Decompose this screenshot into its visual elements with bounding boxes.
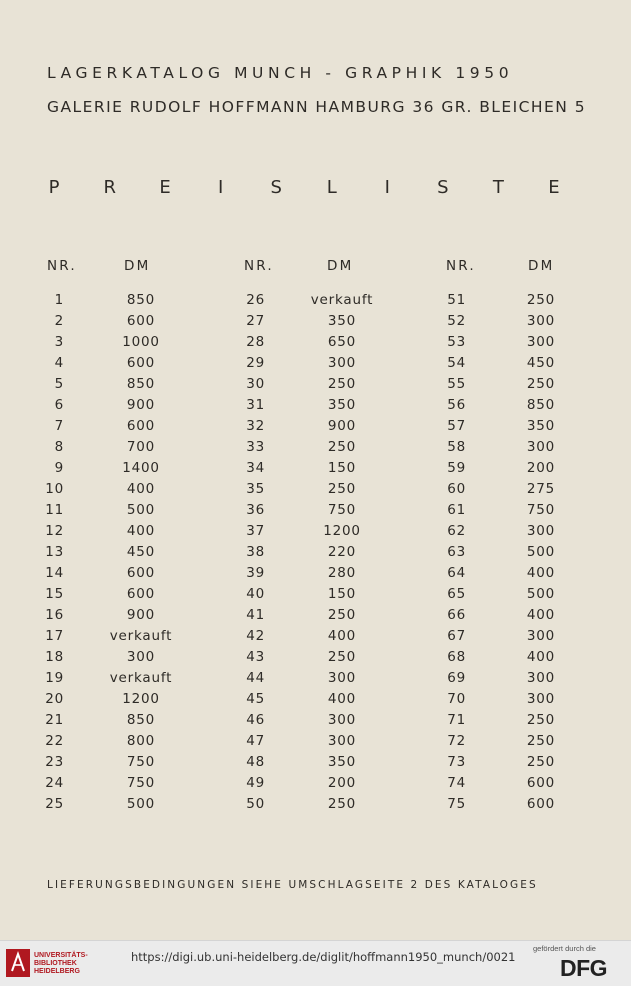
item-price: 250	[526, 754, 556, 770]
heading-letter: S	[270, 177, 282, 198]
item-number: 60	[447, 481, 466, 497]
item-number: 22	[45, 733, 64, 749]
heading-letter: S	[437, 177, 449, 198]
item-number: 52	[447, 313, 466, 329]
item-price: 850	[126, 712, 156, 728]
item-number: 40	[246, 586, 265, 602]
item-number: 43	[246, 649, 265, 665]
heading-letter: R	[103, 177, 117, 198]
item-price: 900	[327, 418, 357, 434]
item-number: 57	[447, 418, 466, 434]
item-price: 750	[526, 502, 556, 518]
item-price: 600	[126, 418, 156, 434]
item-number: 36	[246, 502, 265, 518]
item-price: 900	[126, 397, 156, 413]
heading-letter: I	[384, 177, 390, 198]
item-price: 200	[327, 775, 357, 791]
item-number: 64	[447, 565, 466, 581]
item-price: 400	[526, 565, 556, 581]
item-price: 300	[526, 313, 556, 329]
item-number: 29	[246, 355, 265, 371]
item-price: 400	[327, 691, 357, 707]
catalog-title: LAGERKATALOG MUNCH - GRAPHIK 1950	[47, 64, 514, 82]
item-price: 650	[327, 334, 357, 350]
item-number: 18	[45, 649, 64, 665]
item-number: 38	[246, 544, 265, 560]
item-price: 600	[526, 775, 556, 791]
item-number: 9	[54, 460, 64, 476]
item-price: 400	[327, 628, 357, 644]
item-price: 500	[526, 586, 556, 602]
column-header-dm: DM	[327, 258, 354, 274]
item-price: 600	[126, 313, 156, 329]
item-number: 39	[246, 565, 265, 581]
item-number: 12	[45, 523, 64, 539]
item-number: 6	[54, 397, 64, 413]
item-number: 1	[54, 292, 64, 308]
heading-letter: L	[326, 177, 337, 198]
item-number: 54	[447, 355, 466, 371]
item-number: 44	[246, 670, 265, 686]
item-number: 70	[447, 691, 466, 707]
item-number: 30	[246, 376, 265, 392]
item-number: 23	[45, 754, 64, 770]
item-price: 300	[526, 523, 556, 539]
item-price: 450	[126, 544, 156, 560]
item-price: 300	[126, 649, 156, 665]
item-number: 26	[246, 292, 265, 308]
item-price: verkauft	[109, 670, 173, 686]
item-number: 16	[45, 607, 64, 623]
item-number: 46	[246, 712, 265, 728]
item-number: 41	[246, 607, 265, 623]
heading-letter: I	[217, 177, 224, 198]
viewer-footer-bar	[0, 940, 631, 986]
item-price: 1400	[122, 460, 160, 476]
item-price: 850	[126, 376, 156, 392]
item-number: 72	[447, 733, 466, 749]
item-number: 58	[447, 439, 466, 455]
page-permalink[interactable]: https://digi.ub.uni-heidelberg.de/diglit/hoffmann1950_munch/0021	[131, 950, 516, 964]
item-price: 1200	[122, 691, 160, 707]
item-price: 400	[126, 481, 156, 497]
item-number: 27	[246, 313, 265, 329]
item-number: 34	[246, 460, 265, 476]
item-number: 37	[246, 523, 265, 539]
item-price: 250	[327, 376, 357, 392]
item-number: 4	[54, 355, 64, 371]
item-price: 300	[526, 691, 556, 707]
item-price: 400	[526, 607, 556, 623]
price-list-heading	[48, 177, 560, 198]
item-number: 15	[45, 586, 64, 602]
item-price: 300	[526, 334, 556, 350]
item-number: 33	[246, 439, 265, 455]
item-number: 11	[45, 502, 64, 518]
heading-letter: T	[492, 177, 504, 198]
item-price: 750	[126, 775, 156, 791]
item-number: 69	[447, 670, 466, 686]
column-header-nr: NR.	[446, 258, 476, 274]
item-price: 350	[327, 754, 357, 770]
item-number: 5	[54, 376, 64, 392]
item-price: 250	[526, 376, 556, 392]
item-price: 400	[526, 649, 556, 665]
item-price: 250	[327, 481, 357, 497]
delivery-terms-note: LIEFERUNGSBEDINGUNGEN SIEHE UMSCHLAGSEITE 2 DES KATALOGES	[47, 879, 538, 891]
item-number: 61	[447, 502, 466, 518]
item-price: 500	[126, 796, 156, 812]
gallery-address: GALERIE RUDOLF HOFFMANN HAMBURG 36 GR. BLEICHEN 5	[47, 98, 587, 116]
item-price: 350	[327, 313, 357, 329]
item-number: 74	[447, 775, 466, 791]
item-price: 400	[126, 523, 156, 539]
column-header-dm: DM	[528, 258, 555, 274]
item-number: 24	[45, 775, 64, 791]
item-number: 49	[246, 775, 265, 791]
item-price: 800	[126, 733, 156, 749]
item-number: 25	[45, 796, 64, 812]
item-number: 32	[246, 418, 265, 434]
item-price: 300	[327, 670, 357, 686]
item-price: 300	[327, 733, 357, 749]
item-price: 750	[327, 502, 357, 518]
item-price: 750	[126, 754, 156, 770]
item-price: 220	[327, 544, 357, 560]
item-number: 48	[246, 754, 265, 770]
item-price: verkauft	[109, 628, 173, 644]
item-number: 68	[447, 649, 466, 665]
item-price: 300	[327, 355, 357, 371]
item-price: 850	[126, 292, 156, 308]
item-price: 600	[126, 565, 156, 581]
item-number: 42	[246, 628, 265, 644]
item-number: 7	[54, 418, 64, 434]
item-price: 1200	[323, 523, 361, 539]
item-price: 150	[327, 586, 357, 602]
item-price: 1000	[122, 334, 160, 350]
item-number: 63	[447, 544, 466, 560]
item-number: 10	[45, 481, 64, 497]
item-price: 250	[526, 292, 556, 308]
item-price: 250	[327, 649, 357, 665]
item-number: 45	[246, 691, 265, 707]
item-number: 55	[447, 376, 466, 392]
item-number: 47	[246, 733, 265, 749]
item-price: 500	[526, 544, 556, 560]
item-number: 53	[447, 334, 466, 350]
item-price: 300	[526, 670, 556, 686]
item-number: 3	[54, 334, 64, 350]
item-number: 35	[246, 481, 265, 497]
item-number: 20	[45, 691, 64, 707]
dfg-logo[interactable]: DFG	[560, 955, 608, 981]
item-price: verkauft	[310, 292, 374, 308]
item-number: 51	[447, 292, 466, 308]
university-library-logo-icon[interactable]	[6, 949, 30, 977]
item-number: 73	[447, 754, 466, 770]
item-number: 19	[45, 670, 64, 686]
item-price: 275	[526, 481, 556, 497]
item-number: 75	[447, 796, 466, 812]
item-price: 250	[327, 439, 357, 455]
item-number: 67	[447, 628, 466, 644]
item-price: 280	[327, 565, 357, 581]
item-number: 50	[246, 796, 265, 812]
item-number: 14	[45, 565, 64, 581]
item-price: 350	[327, 397, 357, 413]
column-header-dm: DM	[124, 258, 151, 274]
item-number: 13	[45, 544, 64, 560]
column-header-nr: NR.	[47, 258, 77, 274]
item-price: 450	[526, 355, 556, 371]
item-price: 700	[126, 439, 156, 455]
column-header-nr: NR.	[244, 258, 274, 274]
item-number: 31	[246, 397, 265, 413]
item-price: 300	[526, 439, 556, 455]
item-number: 71	[447, 712, 466, 728]
item-number: 59	[447, 460, 466, 476]
item-price: 250	[327, 607, 357, 623]
funding-note: gefördert durch die	[533, 944, 596, 953]
item-price: 600	[126, 586, 156, 602]
item-number: 66	[447, 607, 466, 623]
heading-letter: E	[548, 177, 560, 198]
item-price: 900	[126, 607, 156, 623]
item-price: 300	[526, 628, 556, 644]
item-price: 250	[526, 733, 556, 749]
heading-letter: E	[159, 177, 171, 198]
item-price: 850	[526, 397, 556, 413]
item-number: 21	[45, 712, 64, 728]
item-price: 250	[327, 796, 357, 812]
heading-letter: P	[48, 177, 60, 198]
library-name[interactable]: UNIVERSITÄTS- BIBLIOTHEK HEIDELBERG	[34, 952, 88, 975]
item-price: 150	[327, 460, 357, 476]
item-price: 300	[327, 712, 357, 728]
item-number: 28	[246, 334, 265, 350]
item-number: 62	[447, 523, 466, 539]
item-number: 65	[447, 586, 466, 602]
item-number: 56	[447, 397, 466, 413]
item-price: 600	[126, 355, 156, 371]
item-price: 200	[526, 460, 556, 476]
item-price: 600	[526, 796, 556, 812]
item-number: 8	[54, 439, 64, 455]
item-price: 350	[526, 418, 556, 434]
item-number: 17	[45, 628, 64, 644]
item-price: 250	[526, 712, 556, 728]
item-number: 2	[54, 313, 64, 329]
item-price: 500	[126, 502, 156, 518]
